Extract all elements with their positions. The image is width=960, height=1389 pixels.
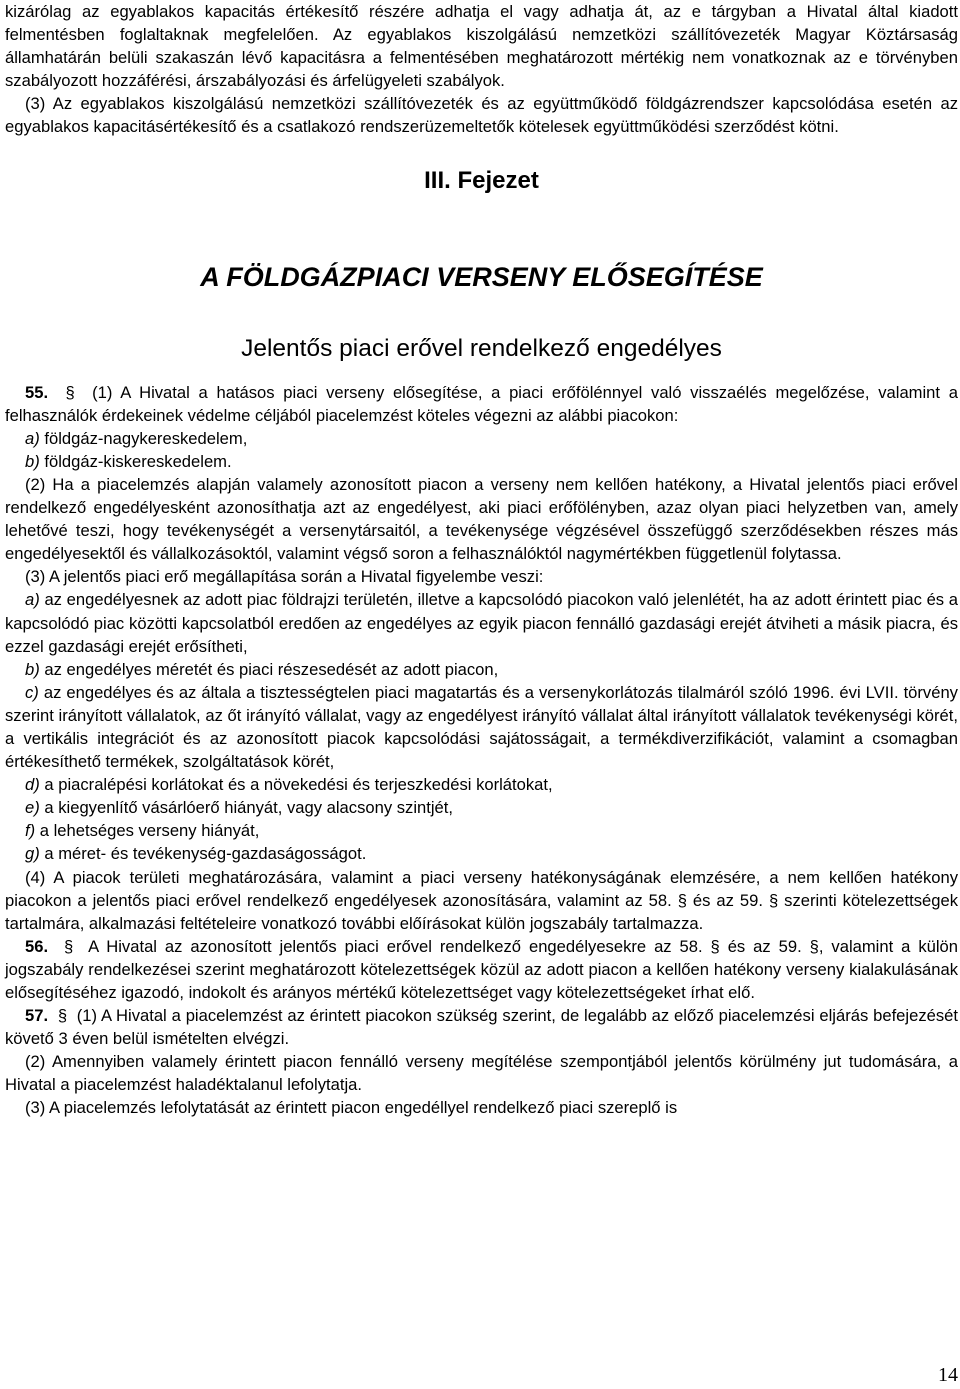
item-mark: a) — [25, 428, 40, 448]
item-mark: f) — [25, 821, 36, 841]
chapter-heading: III. Fejezet — [424, 166, 539, 194]
list-item — [5, 658, 958, 681]
item-text: földgáz-kiskereskedelem. — [44, 451, 232, 471]
document-page — [5, 0, 958, 1120]
paragraph-continuation: kizárólag az egyablakos kapacitás értékesítő részére adhatja el vagy adhatja át, az e tárgyban a Hivatal által kiadott felmentésben foglaltaknak megfelelően. Az egyablakos kiszolgálású nemzetközi szállítóvezeték Magyar Köztársaság államhatárán belüli szakaszán lévő kapacitásra a felmentésében meghatározott mértékig nem vonatkoznak az e törvényben szabályozott hozzáférési, árszabályozási és árfelügyeleti szabályok. — [5, 2, 958, 91]
item-mark: d) — [25, 775, 40, 795]
section-sign: § — [63, 936, 74, 956]
section-number: 57. — [25, 1006, 49, 1026]
item-mark: e) — [25, 798, 40, 818]
list-item — [5, 588, 958, 657]
page-number: 14 — [938, 1364, 958, 1386]
section-55-para-3: (3) A jelentős piaci erő megállapítása során a Hivatal figyelembe veszi: — [25, 567, 544, 587]
list-item — [5, 773, 958, 796]
section-sign: § — [65, 382, 75, 402]
item-text: az engedélyes méretét és piaci részesedését az adott piacon, — [44, 659, 499, 679]
list-item — [5, 450, 958, 473]
paragraph-3: (3) Az egyablakos kiszolgálású nemzetközi szállítóvezeték és az együttműködő földgázrendszer kapcsolódása esetén az egyablakos kapacitásértékesítő és a csatlakozó rendszerüzemeltetők kötelesek együttműködési szerződést kötni. — [5, 94, 958, 137]
section-subtitle: Jelentős piaci erővel rendelkező engedélyes — [241, 334, 722, 362]
section-text: (1) A Hivatal a piacelemzést az érintett piacokon szükség szerint, de legalább az előző piacelemzési eljárás befejezését követő 3 éven belül ismételten elvégzi. — [5, 1006, 958, 1049]
section-57-para-3: (3) A piacelemzés lefolytatását az érintett piacon engedéllyel rendelkező piaci szereplő is — [25, 1098, 678, 1118]
section-text: A Hivatal az azonosított jelentős piaci erővel rendelkező engedélyesekre az 58. § és az 59. §, valamint a külön jogszabály rendelkezései szerint meghatározott kötelezettségek közül az adott piacon a kellően hatékony verseny kialakulásának elősegítéséhez igazodó, indokolt és arányos mértékű kötelezettséget vagy kötelezettségeket írhat elő. — [5, 936, 958, 1002]
criteria-list — [5, 588, 958, 865]
section-55-para-2: (2) Ha a piacelemzés alapján valamely azonosított piacon a verseny nem kellően hatékony, a Hivatal jelentős piaci erővel rendelkező engedélyesként azonosíthatja azt az engedélyest, aki piaci erőfölényben, azaz olyan piaci helyzetben van, amely lehetővé teszi, hogy tevékenységét a versenytársaitól, a tevékenysége végzésével összefüggő szerződésekben részes más engedélyesektől és vállalkozásoktól, valamint végső soron a felhasználóktól nagymértékben függetlenül folytassa. — [5, 474, 958, 564]
item-mark: b) — [25, 659, 40, 679]
list-item — [5, 427, 958, 450]
section-55-para-1 — [5, 381, 958, 427]
section-sign: § — [57, 1006, 68, 1026]
section-57-para-1 — [5, 1004, 958, 1050]
section-56 — [5, 935, 958, 1004]
item-text: földgáz-nagykereskedelem, — [44, 428, 248, 448]
item-text: a kiegyenlítő vásárlóerő hiányát, vagy alacsony szintjét, — [44, 798, 454, 818]
item-text: a piacralépési korlátokat és a növekedési és terjeszkedési korlátokat, — [44, 775, 553, 795]
list-item — [5, 796, 958, 819]
item-text: az engedélyesnek az adott piac földrajzi területén, illetve a kapcsolódó piacokon való jelenlétét, ha az adott érintett piac és a kapcsolódó piac közötti kapcsolatból eredően az engedélyes az egyik piacon fennálló gazdasági erejét átviheti a másik piacra, és ezzel gazdasági erejét erősítheti, — [5, 590, 958, 656]
section-text: (1) A Hivatal a hatásos piaci verseny elősegítése, a piaci erőfölénnyel való visszaélés megelőzése, valamint a felhasználók érdekeinek védelme céljából piacelemzést köteles végezni az alábbi piacokon: — [5, 382, 958, 425]
list-item — [5, 819, 958, 842]
section-57-para-2: (2) Amennyiben valamely érintett piacon fennálló verseny megítélése szempontjából jelentős körülmény jut tudomására, a Hivatal a piacelemzést haladéktalanul lefolytatja. — [5, 1052, 958, 1095]
section-number: 55. — [25, 382, 49, 402]
item-text: az engedélyes és az általa a tisztességtelen piaci magatartás és a versenykorlátozás tilalmáról szóló 1996. évi LVII. törvény szerint irányított vállalatok, az őt irányító vállalat, vagy az engedélyest irányító vállalat által irányított vállalatok tevékenységi körét, a vertikális integrációt és az azonosított piacok kapcsolódási sajátosságait, a termékdiverzifikációt, valamint a csomagban értékesíthető termékek, szolgáltatások körét, — [5, 682, 958, 772]
item-mark: a) — [25, 590, 40, 610]
list-item — [5, 842, 958, 865]
item-mark: g) — [25, 844, 40, 864]
list-item — [5, 681, 958, 773]
chapter-title: A FÖLDGÁZPIACI VERSENY ELŐSEGÍTÉSE — [200, 261, 763, 292]
item-text: a lehetséges verseny hiányát, — [39, 821, 260, 841]
section-55-para-4: (4) A piacok területi meghatározására, valamint a piaci verseny hatékonyságának elemzésére, a nem kellően hatékony piacokon a jelentős piaci erővel rendelkező engedélyesek azonosítására, valamint az 58. § és az 59. § szerinti kötelezettségek tartalmára, alkalmazási feltételeire vonatkozó további előírásokat külön jogszabály tartalmazza. — [5, 867, 958, 933]
item-mark: b) — [25, 451, 40, 471]
section-number: 56. — [25, 936, 49, 956]
item-mark: c) — [25, 682, 39, 702]
item-text: a méret- és tevékenység-gazdaságosságot. — [44, 844, 367, 864]
